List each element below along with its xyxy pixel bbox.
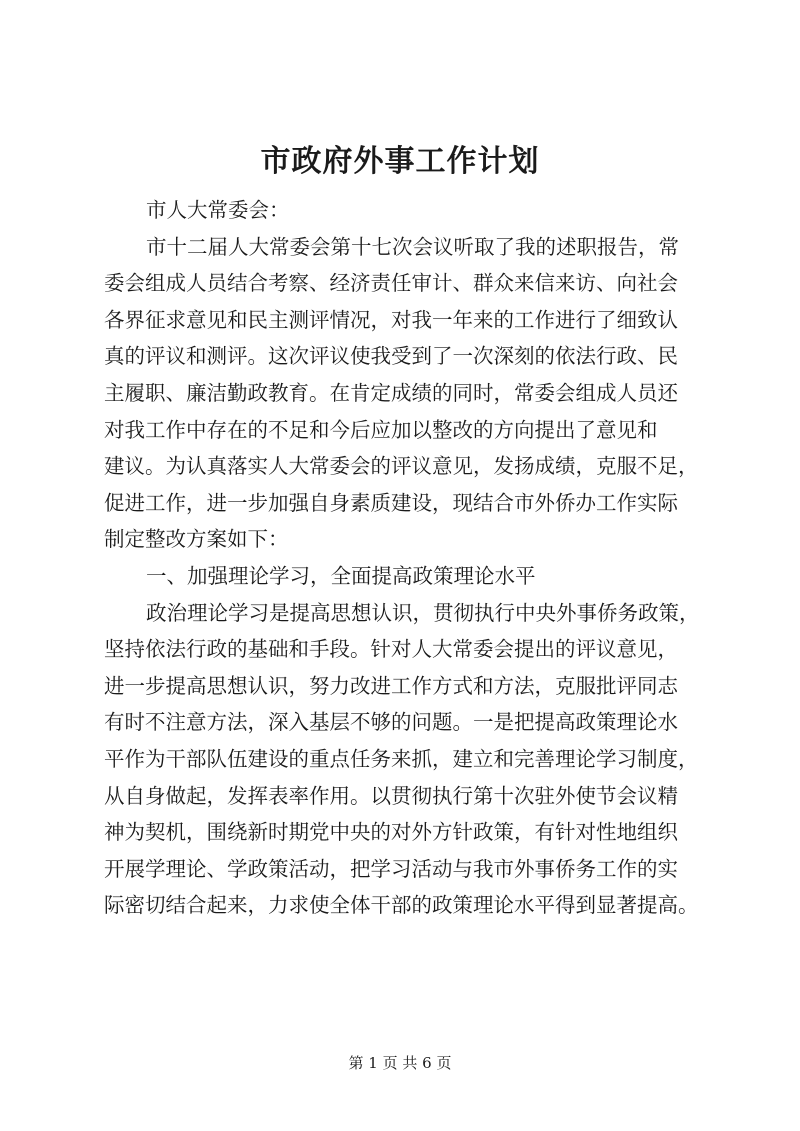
text-line: 神为契机，围绕新时期党中央的对外方针政策，有针对性地组织 bbox=[104, 820, 678, 845]
page-total: 共 6 页 bbox=[402, 1054, 452, 1072]
text-line: 开展学理论、学政策活动，把学习活动与我市外事侨务工作的实 bbox=[104, 856, 678, 881]
page-title: 市政府外事工作计划 bbox=[260, 144, 540, 179]
text-line: 各界征求意见和民主测评情况，对我一年来的工作进行了细致认 bbox=[104, 307, 678, 332]
text-line: 际密切结合起来，力求使全体干部的政策理论水平得到显著提高。 bbox=[104, 893, 699, 918]
section-heading: 一、加强理论学习，全面提高政策理论水平 bbox=[146, 563, 536, 588]
text-line: 主履职、廉洁勤政教育。在肯定成绩的同时，常委会组成人员还 bbox=[104, 380, 678, 405]
text-line: 坚持依法行政的基础和手段。针对人大常委会提出的评议意见， bbox=[104, 637, 678, 662]
text-line: 真的评议和测评。这次评议使我受到了一次深刻的依法行政、民 bbox=[104, 344, 678, 369]
text-line: 制定整改方案如下： bbox=[104, 527, 289, 552]
text-line: 有时不注意方法，深入基层不够的问题。一是把提高政策理论水 bbox=[104, 710, 678, 735]
text-line: 对我工作中存在的不足和今后应加以整改的方向提出了意见和 bbox=[104, 417, 658, 442]
text-line: 市十二届人大常委会第十七次会议听取了我的述职报告，常 bbox=[146, 234, 679, 259]
text-line: 政治理论学习是提高思想认识，贯彻执行中央外事侨务政策， bbox=[146, 600, 700, 625]
text-line: 平作为干部队伍建设的重点任务来抓，建立和完善理论学习制度， bbox=[104, 746, 699, 771]
text-line: 建议。为认真落实人大常委会的评议意见，发扬成绩，克服不足， bbox=[104, 454, 699, 479]
text-line: 促进工作，进一步加强自身素质建设，现结合市外侨办工作实际 bbox=[104, 490, 678, 515]
text-line: 从自身做起，发挥表率作用。以贯彻执行第十次驻外使节会议精 bbox=[104, 783, 678, 808]
page-footer bbox=[0, 1053, 800, 1073]
text-line: 委会组成人员结合考察、经济责任审计、群众来信来访、向社会 bbox=[104, 271, 678, 296]
document-body bbox=[104, 192, 700, 924]
page-number: 第 1 页 bbox=[348, 1054, 398, 1072]
text-line: 市人大常委会： bbox=[146, 198, 290, 222]
text-line: 进一步提高思想认识，努力改进工作方式和方法，克服批评同志 bbox=[104, 673, 678, 698]
